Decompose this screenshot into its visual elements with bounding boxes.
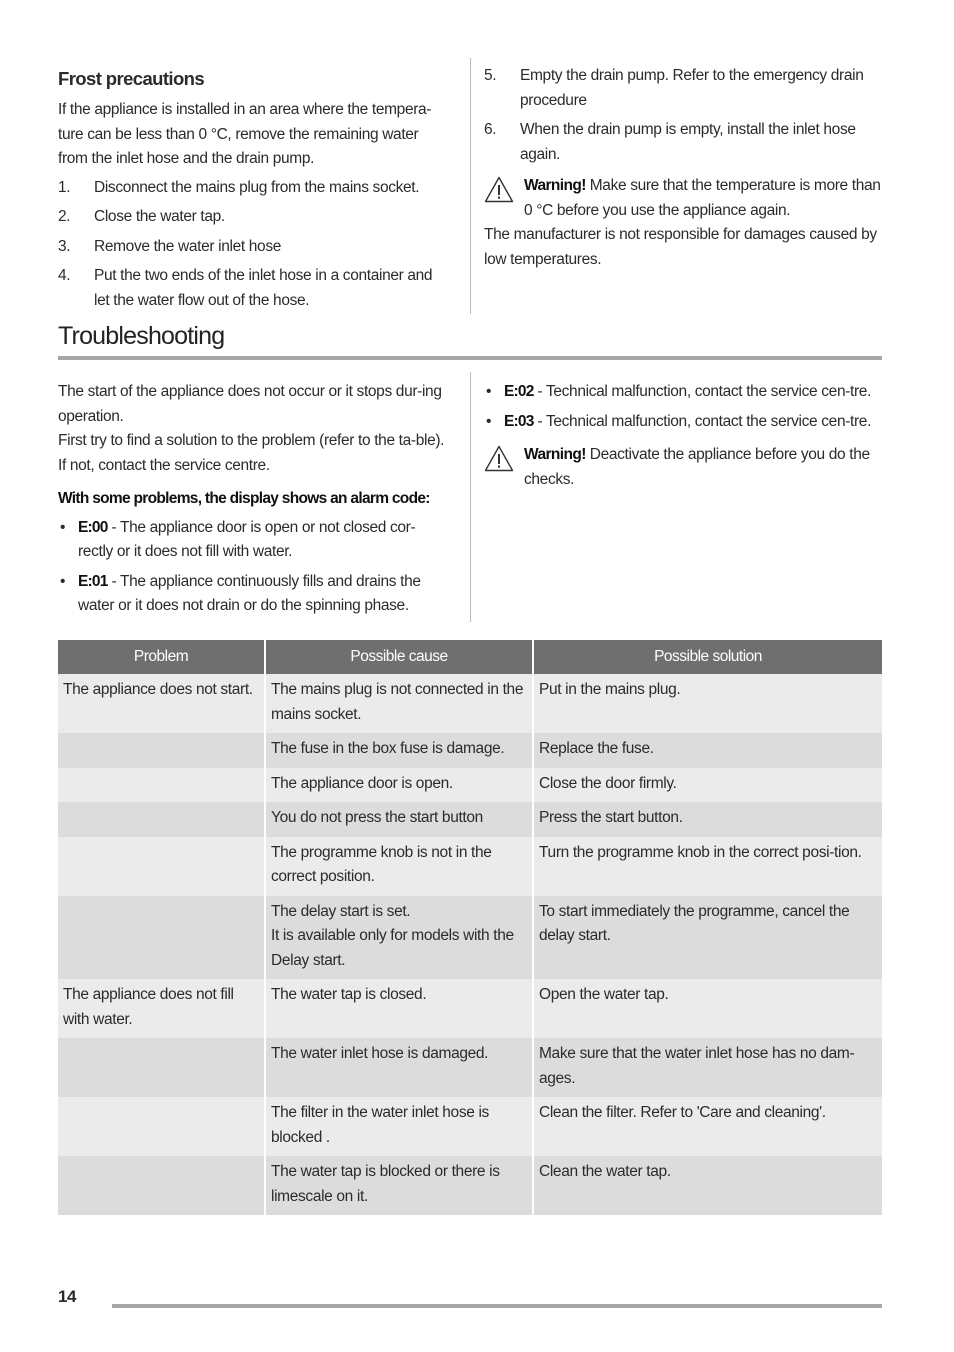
table-row	[58, 674, 882, 733]
bullet-icon: •	[486, 383, 492, 400]
frost-right-column	[484, 64, 882, 272]
table-cell-solution: Press the start button.	[534, 802, 882, 837]
table-cell-solution: Open the water tap.	[534, 979, 882, 1038]
table-cell-problem	[58, 1038, 266, 1097]
table-cell-problem	[58, 768, 266, 803]
table-body	[58, 674, 882, 1215]
list-item: 4. Put the two ends of the inlet hose in a container and let the water flow out of the hose.	[58, 267, 433, 309]
table-row	[58, 979, 882, 1038]
list-item: 3. Remove the water inlet hose	[58, 237, 281, 255]
table-cell-solution: Replace the fuse.	[534, 733, 882, 768]
warning-label: Warning!	[524, 446, 586, 463]
table-row	[58, 837, 882, 896]
table-cell-cause: The water tap is closed.	[266, 979, 534, 1038]
troubleshooting-left-column	[58, 380, 450, 624]
troubleshooting-intro: The start of the appliance does not occur or it stops dur-ing operation.	[58, 383, 442, 425]
frost-heading: Frost precautions	[58, 68, 205, 89]
alarm-code-list	[58, 516, 450, 619]
troubleshooting-table	[58, 640, 882, 1215]
troubleshooting-right-column	[484, 380, 882, 492]
table-row	[58, 768, 882, 803]
table-row	[58, 1156, 882, 1215]
table-cell-problem	[58, 1097, 266, 1156]
table-cell-solution: To start immediately the programme, cancel the delay start.	[534, 896, 882, 980]
warning-label: Warning!	[524, 177, 586, 194]
alarm-code-heading: With some problems, the display shows an alarm code:	[58, 490, 430, 507]
table-cell-cause: The programme knob is not in the correct position.	[266, 837, 534, 896]
table-cell-problem	[58, 802, 266, 837]
table-row	[58, 733, 882, 768]
column-header-cause: Possible cause	[266, 640, 534, 674]
warning-text: Make sure that the temperature is more than 0 °C before you use the appliance again.	[524, 177, 881, 219]
list-item: • E:02 - Technical malfunction, contact the service cen-tre.	[484, 380, 882, 405]
table-cell-solution: Turn the programme knob in the correct posi-tion.	[534, 837, 882, 896]
frost-left-column	[58, 66, 450, 318]
table-cell-cause: You do not press the start button	[266, 802, 534, 837]
section-title: Troubleshooting	[58, 322, 225, 350]
table-cell-problem	[58, 837, 266, 896]
bullet-icon: •	[486, 412, 492, 430]
frost-warning	[484, 174, 882, 223]
frost-intro: If the appliance is installed in an area where the tempera-ture can be less than 0 °C, remove the remaining water from the inlet hose and the drain pump.	[58, 101, 432, 167]
list-item: 2. Close the water tap.	[58, 208, 225, 225]
table-cell-cause: The appliance door is open.	[266, 768, 534, 803]
list-item: 6. When the drain pump is empty, install the inlet hose again.	[484, 121, 856, 163]
table-cell-problem: The appliance does not fill with water.	[58, 979, 266, 1038]
table-cell-cause: The filter in the water inlet hose is blocked .	[266, 1097, 534, 1156]
table-row	[58, 802, 882, 837]
table-cell-problem: The appliance does not start.	[58, 674, 266, 733]
troubleshooting-warning	[484, 443, 882, 492]
table-row	[58, 1038, 882, 1097]
column-divider	[470, 372, 471, 622]
section-rule	[58, 356, 882, 360]
table-cell-problem	[58, 896, 266, 980]
frost-steps-list	[58, 176, 450, 314]
manufacturer-note: The manufacturer is not responsible for damages caused by low temperatures.	[484, 226, 877, 268]
list-item: 1. Disconnect the mains plug from the mains socket.	[58, 178, 420, 196]
table-cell-cause: The water inlet hose is damaged.	[266, 1038, 534, 1097]
column-header-problem: Problem	[58, 640, 266, 674]
table-cell-cause: The fuse in the box fuse is damage.	[266, 733, 534, 768]
bullet-icon: •	[60, 572, 66, 590]
warning-icon	[484, 176, 514, 212]
table-cell-cause: The delay start is set. It is available only for models with the Delay start.	[266, 896, 534, 980]
table-cell-solution: Put in the mains plug.	[534, 674, 882, 733]
list-item: • E:03 - Technical malfunction, contact the service cen-tre.	[484, 410, 882, 435]
list-item: • E:01 - The appliance continuously fills and drains the water or it does not drain or do the spinning phase.	[58, 570, 450, 619]
table-cell-problem	[58, 733, 266, 768]
table-header-row	[58, 640, 882, 674]
table-cell-solution: Clean the filter. Refer to 'Care and cleaning'.	[534, 1097, 882, 1156]
table-cell-cause: The water tap is blocked or there is limescale on it.	[266, 1156, 534, 1215]
warning-icon	[484, 445, 514, 481]
table-row	[58, 1097, 882, 1156]
list-item: • E:00 - The appliance door is open or not closed cor-rectly or it does not fill with water.	[58, 516, 450, 565]
alarm-code-list-continued	[484, 380, 882, 434]
column-divider	[470, 58, 471, 314]
troubleshooting-advice: First try to find a solution to the problem (refer to the ta-ble). If not, contact the service centre.	[58, 432, 445, 474]
page-number: 14	[58, 1287, 76, 1306]
table-cell-cause: The mains plug is not connected in the mains socket.	[266, 674, 534, 733]
bullet-icon: •	[60, 518, 66, 536]
table-cell-solution: Make sure that the water inlet hose has no dam-ages.	[534, 1038, 882, 1097]
list-item: 5. Empty the drain pump. Refer to the emergency drain procedure	[484, 67, 864, 109]
frost-steps-list-continued	[484, 64, 882, 167]
footer-rule	[112, 1304, 882, 1308]
table-cell-problem	[58, 1156, 266, 1215]
column-header-solution: Possible solution	[534, 640, 882, 674]
warning-text: Deactivate the appliance before you do the checks.	[524, 446, 870, 488]
table-row	[58, 896, 882, 980]
table-cell-solution: Close the door firmly.	[534, 768, 882, 803]
table-cell-solution: Clean the water tap.	[534, 1156, 882, 1215]
